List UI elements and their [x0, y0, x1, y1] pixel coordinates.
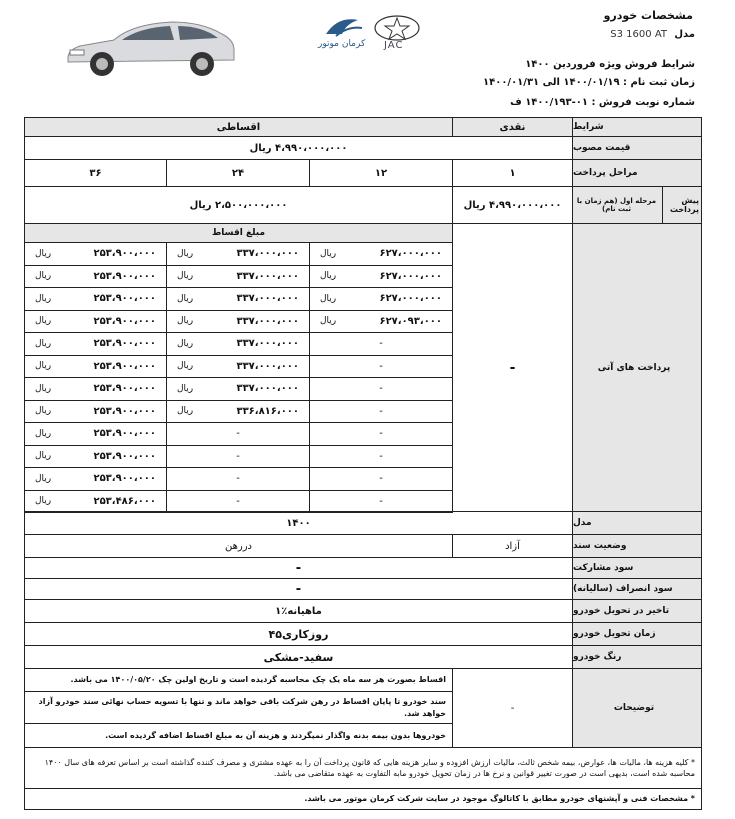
installment-12-cell: [309, 287, 453, 311]
payment-stages-label: مراحل پرداخت: [572, 159, 702, 187]
currency-label: ریال: [35, 361, 52, 372]
installment-amount: ۳۳۷،۰۰۰،۰۰۰: [236, 360, 299, 372]
note-1: اقساط بصورت هر سه ماه یک چک محاسبه گردیده است و تاریخ اولین چک ۱۴۰۰/۰۵/۲۰ می باشد.: [24, 668, 453, 692]
installment-amount: ۶۲۷،۰۰۰،۰۰۰: [379, 293, 442, 305]
installment-36-cell: [24, 490, 167, 514]
installment-36-cell: [24, 422, 167, 446]
note-2: سند خودرو تا پایان اقساط در رهن شرکت باقی خواهد ماند و تنها با تسویه حساب نهائی سند خودرو آزاد خواهد شد.: [24, 691, 453, 724]
currency-label: ریال: [35, 496, 52, 507]
installment-24-cell: [166, 355, 310, 379]
installment-amount: ۶۲۷،۰۰۰،۰۰۰: [379, 270, 442, 282]
installment-24-cell: [166, 400, 310, 424]
currency-label: ریال: [177, 271, 194, 282]
installment-12-cell: [309, 422, 453, 446]
jac-logo: [372, 14, 422, 52]
empty-dash: -: [379, 473, 383, 485]
installment-amount: ۲۵۳،۹۰۰،۰۰۰: [93, 473, 156, 485]
installment-24-cell: [166, 265, 310, 289]
notes-cash: -: [452, 668, 573, 748]
currency-label: ریال: [177, 316, 194, 327]
approved-price-label: قیمت مصوب: [572, 136, 702, 160]
installment-12-cell: [309, 265, 453, 289]
installment-12-cell: [309, 332, 453, 356]
installment-amount: ۲۵۳،۹۰۰،۰۰۰: [93, 405, 156, 417]
installment-amount: ۳۳۷،۰۰۰،۰۰۰: [236, 315, 299, 327]
currency-label: ریال: [177, 248, 194, 259]
installment-amount: ۳۳۶،۸۱۶،۰۰۰: [236, 405, 299, 417]
currency-label: ریال: [177, 406, 194, 417]
installment-amount: ۳۳۷،۰۰۰،۰۰۰: [236, 248, 299, 260]
installment-amount: ۲۵۳،۹۰۰،۰۰۰: [93, 270, 156, 282]
delivery-time-label: زمان تحویل خودرو: [572, 622, 702, 646]
cash-header: نقدی: [452, 117, 573, 137]
installment-amount: ۶۲۷،۰۰۰،۰۰۰: [379, 248, 442, 260]
installment-36-cell: [24, 400, 167, 424]
currency-label: ریال: [177, 383, 194, 394]
prepayment-label: پیش پرداخت: [662, 186, 702, 224]
empty-dash: -: [236, 473, 240, 485]
first-stage-label: مرحله اول (هم زمان با ثبت نام): [572, 186, 663, 224]
sale-title: شرایط فروش ویژه فروردین ۱۴۰۰: [525, 59, 695, 70]
installment-amount: ۲۵۳،۴۸۶،۰۰۰: [93, 495, 156, 507]
currency-label: ریال: [177, 293, 194, 304]
installment-amount: ۳۳۷،۰۰۰،۰۰۰: [236, 270, 299, 282]
installment-12-cell: [309, 377, 453, 401]
waiver-profit-label: سود انصراف (سالیانه): [572, 578, 702, 600]
car-color-label: رنگ خودرو: [572, 645, 702, 669]
model-row-label: مدل: [572, 511, 702, 535]
installment-amount: ۲۵۳،۹۰۰،۰۰۰: [93, 248, 156, 260]
delivery-time-value: ۴۵روزکاری: [24, 622, 573, 646]
installment-12-cell: [309, 467, 453, 491]
installment-36-cell: [24, 377, 167, 401]
registration-period: زمان ثبت نام : ۱۴۰۰/۰۱/۱۹ الی ۱۴۰۰/۰۱/۳۱: [483, 77, 695, 88]
installment-amount: ۲۵۳،۹۰۰،۰۰۰: [93, 360, 156, 372]
doc-title: مشخصات خودرو: [603, 9, 693, 22]
installment-24-cell: [166, 445, 310, 469]
partnership-profit-label: سود مشارکت: [572, 557, 702, 579]
currency-label: ریال: [177, 338, 194, 349]
empty-dash: -: [379, 428, 383, 440]
installment-amount: ۶۲۷،۰۹۳،۰۰۰: [379, 315, 442, 327]
empty-dash: -: [379, 405, 383, 417]
model-value: S3 1600 AT: [610, 29, 667, 40]
car-color-value: سفید-مشکی: [24, 645, 573, 669]
installment-amount: ۳۳۷،۰۰۰،۰۰۰: [236, 338, 299, 350]
empty-dash: -: [236, 495, 240, 507]
empty-dash: -: [379, 495, 383, 507]
installment-24-cell: [166, 332, 310, 356]
installment-12-cell: [309, 355, 453, 379]
empty-dash: -: [236, 450, 240, 462]
installment-12-cell: [309, 400, 453, 424]
document-status-installment: دررهن: [24, 534, 453, 558]
currency-label: ریال: [35, 451, 52, 462]
installment-amount-label: مبلغ اقساط: [24, 223, 453, 243]
cash-prepayment: ۴،۹۹۰،۰۰۰،۰۰۰ ریال: [452, 186, 573, 224]
note-4: * کلیه هزینه ها، مالیات ها، عوارض، بیمه شخص ثالث، مالیات ارزش افزوده و سایر هزینه هایی که قانون پرداخت آن را به عهده مشتری و مصرف کننده گذاشته است بر اساس تعرفه های سال ۱۴۰۰ محاسبه شده است، بدیهی است در صورت تغییر قوانین و نرخ ها در زمان تحویل خودرو مابه التفاوت به عهده متقاضی می باشد.: [24, 747, 702, 789]
model-label: مدل: [674, 29, 695, 40]
jac-logo-text: JAC: [384, 40, 404, 51]
car-image: [62, 14, 240, 82]
currency-label: ریال: [35, 406, 52, 417]
installment-36-cell: [24, 355, 167, 379]
installment-36-cell: [24, 310, 167, 334]
installment-24-cell: [166, 422, 310, 446]
empty-dash: -: [379, 360, 383, 372]
installment-grid: [24, 242, 453, 512]
currency-label: ریال: [35, 383, 52, 394]
stage-12: ۱۲: [309, 159, 453, 187]
currency-label: ریال: [320, 248, 337, 259]
installment-amount: ۲۵۳،۹۰۰،۰۰۰: [93, 383, 156, 395]
approved-price-value: ۴،۹۹۰،۰۰۰،۰۰۰ ریال: [24, 136, 573, 160]
installment-amount: ۲۵۳،۹۰۰،۰۰۰: [93, 315, 156, 327]
currency-label: ریال: [35, 293, 52, 304]
currency-label: ریال: [320, 271, 337, 282]
installment-amount: ۳۳۷،۰۰۰،۰۰۰: [236, 383, 299, 395]
installment-36-cell: [24, 242, 167, 266]
document-status-label: وضعیت سند: [572, 534, 702, 558]
currency-label: ریال: [35, 271, 52, 282]
installment-36-cell: [24, 265, 167, 289]
installment-36-cell: [24, 445, 167, 469]
delivery-delay-label: تاخیر در تحویل خودرو: [572, 599, 702, 623]
model-year: ۱۴۰۰: [24, 511, 573, 535]
installment-amount: ۲۵۳،۹۰۰،۰۰۰: [93, 428, 156, 440]
currency-label: ریال: [35, 248, 52, 259]
installment-36-cell: [24, 287, 167, 311]
installment-12-cell: [309, 242, 453, 266]
empty-dash: -: [236, 428, 240, 440]
cash-future-payments: -: [452, 223, 573, 512]
currency-label: ریال: [320, 293, 337, 304]
installment-amount: ۳۳۷،۰۰۰،۰۰۰: [236, 293, 299, 305]
notes-label: توضیحات: [572, 668, 702, 748]
conditions-label: شرایط: [572, 117, 702, 137]
kerman-logo-text: کرمان موتور: [318, 39, 366, 49]
installment-amount: ۲۵۳،۹۰۰،۰۰۰: [93, 450, 156, 462]
turn-number: شماره نوبت فروش : ۰۱-۱۴۰۰/۱۹۳ ف: [510, 97, 695, 108]
currency-label: ریال: [35, 428, 52, 439]
future-payments-label: پرداخت های آتی: [572, 223, 702, 512]
waiver-profit-value: -: [24, 578, 573, 600]
installment-prepayment: ۲،۵۰۰،۰۰۰،۰۰۰ ریال: [24, 186, 453, 224]
currency-label: ریال: [35, 338, 52, 349]
installment-12-cell: [309, 490, 453, 514]
installment-36-cell: [24, 467, 167, 491]
empty-dash: -: [379, 338, 383, 350]
installment-36-cell: [24, 332, 167, 356]
partnership-profit-value: -: [24, 557, 573, 579]
installment-24-cell: [166, 377, 310, 401]
installment-12-cell: [309, 445, 453, 469]
installment-amount: ۲۵۳،۹۰۰،۰۰۰: [93, 293, 156, 305]
stage-1: ۱: [452, 159, 573, 187]
installment-header: اقساطی: [24, 117, 453, 137]
currency-label: ریال: [320, 316, 337, 327]
installment-amount: ۲۵۳،۹۰۰،۰۰۰: [93, 338, 156, 350]
installment-24-cell: [166, 310, 310, 334]
stage-24: ۲۴: [166, 159, 310, 187]
empty-dash: -: [379, 450, 383, 462]
stage-36: ۳۶: [24, 159, 167, 187]
installment-24-cell: [166, 490, 310, 514]
installment-12-cell: [309, 310, 453, 334]
currency-label: ریال: [177, 361, 194, 372]
empty-dash: -: [379, 383, 383, 395]
installment-24-cell: [166, 242, 310, 266]
kerman-motor-logo: [316, 14, 368, 52]
currency-label: ریال: [35, 473, 52, 484]
document-status-cash: آزاد: [452, 534, 573, 558]
installment-24-cell: [166, 467, 310, 491]
installment-24-cell: [166, 287, 310, 311]
note-3: خودروها بدون بیمه بدنه واگذار نمیگردند و هزینه آن به مبلغ اقساط اضافه گردیده است.: [24, 723, 453, 748]
note-5: * مشخصات فنی و آپشنهای خودرو مطابق با کاتالوگ موجود در سایت شرکت کرمان موتور می باشد.: [24, 788, 702, 810]
currency-label: ریال: [35, 316, 52, 327]
delivery-delay-value: ۱٪ماهیانه: [24, 599, 573, 623]
